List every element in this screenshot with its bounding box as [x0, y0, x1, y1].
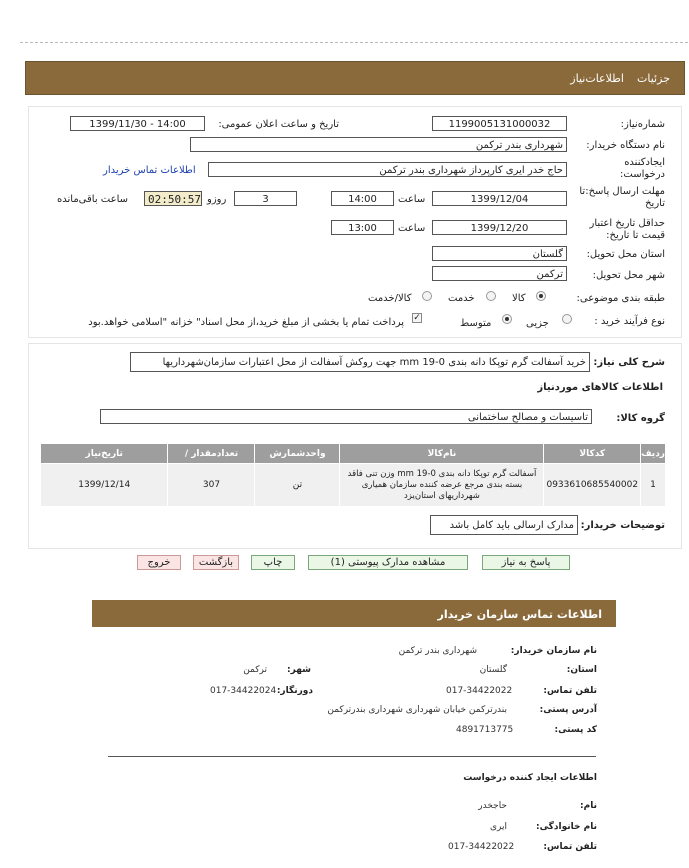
buyer-label: نام دستگاه خریدار:: [586, 140, 665, 151]
org-province-value: گلستان: [479, 665, 507, 675]
col-row: ردیف: [641, 444, 666, 464]
category-radio-goods-service[interactable]: [422, 291, 432, 301]
org-postal-label: کد پستی:: [554, 725, 597, 735]
org-province-label: استان:: [566, 665, 597, 675]
process-option-medium: متوسط: [460, 318, 492, 329]
org-address-label: آدرس پستی:: [539, 705, 597, 715]
creator-field: حاج خدر ایری کارپرداز شهرداری بندر ترکمن: [208, 162, 567, 177]
col-date: تاریخ‌نیاز: [41, 444, 168, 464]
creator-label-2: درخواست:: [620, 169, 665, 180]
treasury-checkbox[interactable]: ✓: [413, 313, 421, 323]
remaining-label: ساعت باقی‌مانده: [57, 194, 129, 205]
col-quantity: تعدادمقدار /: [168, 444, 255, 464]
creator-first-value: حاجخدر: [478, 801, 507, 811]
org-phone-label: تلفن تماس:: [543, 686, 597, 696]
creator-last-value: ایری: [489, 822, 507, 832]
org-city-value: ترکمن: [243, 665, 267, 675]
goods-info-label: اطلاعات کالاهای موردنیاز: [537, 382, 663, 393]
org-contact-title: اطلاعات تماس سازمان خریدار: [437, 608, 602, 621]
buyer-notes-label: توضیحات خریدار:: [580, 520, 665, 531]
creator-label-1: ایجادکننده: [624, 157, 665, 168]
back-button[interactable]: بازگشت: [193, 555, 239, 570]
reply-button[interactable]: پاسخ به نیاز: [482, 555, 570, 570]
org-fax-label: دورنگار:: [276, 686, 313, 696]
deadline-label-1: مهلت ارسال پاسخ:تا: [579, 186, 665, 197]
treasury-note: پرداخت تمام یا بخشی از مبلغ خرید،از محل اسناد" خزانه "اسلامی خواهد.بود: [88, 317, 404, 328]
table-row: [41, 464, 666, 507]
category-option-goods: کالا: [512, 293, 526, 304]
process-radio-medium[interactable]: [502, 314, 512, 324]
section-divider: [108, 756, 596, 757]
buyer-notes-field: مدارک ارسالی باید کامل باشد: [430, 515, 578, 535]
cell-code: 0933610685540002: [544, 464, 641, 507]
creator-first-label: نام:: [580, 801, 597, 811]
need-number-label: شماره‌نیاز:: [620, 119, 665, 130]
org-fax-value: 017-34422024: [210, 686, 277, 696]
process-radio-minor[interactable]: [562, 314, 572, 324]
buyer-contact-link[interactable]: اطلاعات تماس خریدار: [103, 165, 196, 176]
attachments-button[interactable]: مشاهده مدارک پیوستی (1): [308, 555, 468, 570]
deadline-time-field: 14:00: [331, 191, 394, 206]
creator-last-label: نام خانوادگی:: [535, 822, 597, 832]
col-code: کدکالا: [544, 444, 641, 464]
cell-unit: تن: [255, 464, 340, 507]
summary-label: شرح کلی نیاز:: [593, 357, 665, 368]
org-name-value: شهرداری بندر ترکمن: [398, 646, 477, 656]
category-radio-goods[interactable]: [536, 291, 546, 301]
goods-table-header: [41, 444, 666, 464]
deadline-time-label: ساعت: [398, 194, 426, 205]
validity-date-field: 1399/12/20: [432, 220, 567, 235]
category-option-service: خدمت: [448, 293, 475, 304]
org-postal-value: 4891713775: [456, 725, 514, 735]
deadline-label-2: تاریخ: [645, 198, 665, 209]
print-button[interactable]: چاپ: [251, 555, 295, 570]
org-phone-value: 017-34422022: [446, 686, 513, 696]
cell-row: 1: [641, 464, 666, 507]
buyer-field: شهرداری بندر ترکمن: [190, 137, 567, 152]
validity-time-field: 13:00: [331, 220, 394, 235]
days-field: 3: [234, 191, 297, 206]
cell-name: آسفالت گرم توپکا دانه بندی 0-19 mm وزن تنی فاقد بسته بندی مرجع عرضه کننده سازمان همیاری شهرداریهای استان‌یزد: [340, 464, 544, 507]
category-radio-service[interactable]: [486, 291, 496, 301]
goods-table: [40, 443, 666, 507]
city-label: شهر محل تحویل:: [592, 270, 665, 281]
col-unit: واحدشمارش: [255, 444, 340, 464]
remaining-timer: 02:50:57: [144, 191, 202, 206]
org-contact-header: [92, 600, 616, 627]
category-option-goods-service: کالا/خدمت: [368, 293, 412, 304]
creator-phone-label: تلفن تماس:: [543, 842, 597, 852]
validity-label-1: حداقل تاریخ اعتبار: [589, 218, 665, 229]
province-field: گلستان: [432, 246, 567, 261]
org-address-value: بندرترکمن خیابان شهرداری شهرداری بندرترکمن: [327, 705, 507, 715]
announce-label: تاریخ و ساعت اعلان عمومی:: [218, 119, 339, 130]
validity-time-label: ساعت: [398, 223, 426, 234]
summary-field: خرید آسفالت گرم توپکا دانه بندی 0-19 mm جهت روکش آسفالت از محل اعتبارات سازمان‌شهرداریها: [130, 352, 590, 372]
goods-group-label: گروه کالا:: [616, 413, 665, 424]
process-option-minor: جزیی: [526, 318, 549, 329]
validity-label-2: قیمت تا تاریخ:: [606, 230, 665, 241]
need-number-field: 1199005131000032: [432, 116, 567, 131]
cell-quantity: 307: [168, 464, 255, 507]
exit-button[interactable]: خروج: [137, 555, 181, 570]
process-label: نوع فرآیند خرید :: [594, 316, 665, 327]
province-label: استان محل تحویل:: [586, 249, 665, 260]
cell-date: 1399/12/14: [41, 464, 168, 507]
tab-need-info[interactable]: اطلاعات‌نیاز: [570, 72, 624, 85]
page-header: [25, 61, 685, 95]
org-city-label: شهر:: [287, 665, 311, 675]
deadline-date-field: 1399/12/04: [432, 191, 567, 206]
org-name-label: نام سازمان خریدار:: [510, 646, 597, 656]
col-name: نام‌کالا: [340, 444, 544, 464]
tab-details[interactable]: جزئیات: [637, 72, 670, 85]
announce-field: 1399/11/30 - 14:00: [70, 116, 205, 131]
goods-group-field: تاسیسات و مصالح ساختمانی: [100, 409, 592, 424]
city-field: ترکمن: [432, 266, 567, 281]
days-label: روزو: [207, 194, 227, 205]
top-divider: [20, 42, 688, 43]
category-label: طبقه بندی موضوعی:: [576, 293, 665, 304]
creator-phone-value: 017-34422022: [448, 842, 515, 852]
creator-info-header: اطلاعات ایجاد کننده درخواست: [463, 773, 597, 783]
